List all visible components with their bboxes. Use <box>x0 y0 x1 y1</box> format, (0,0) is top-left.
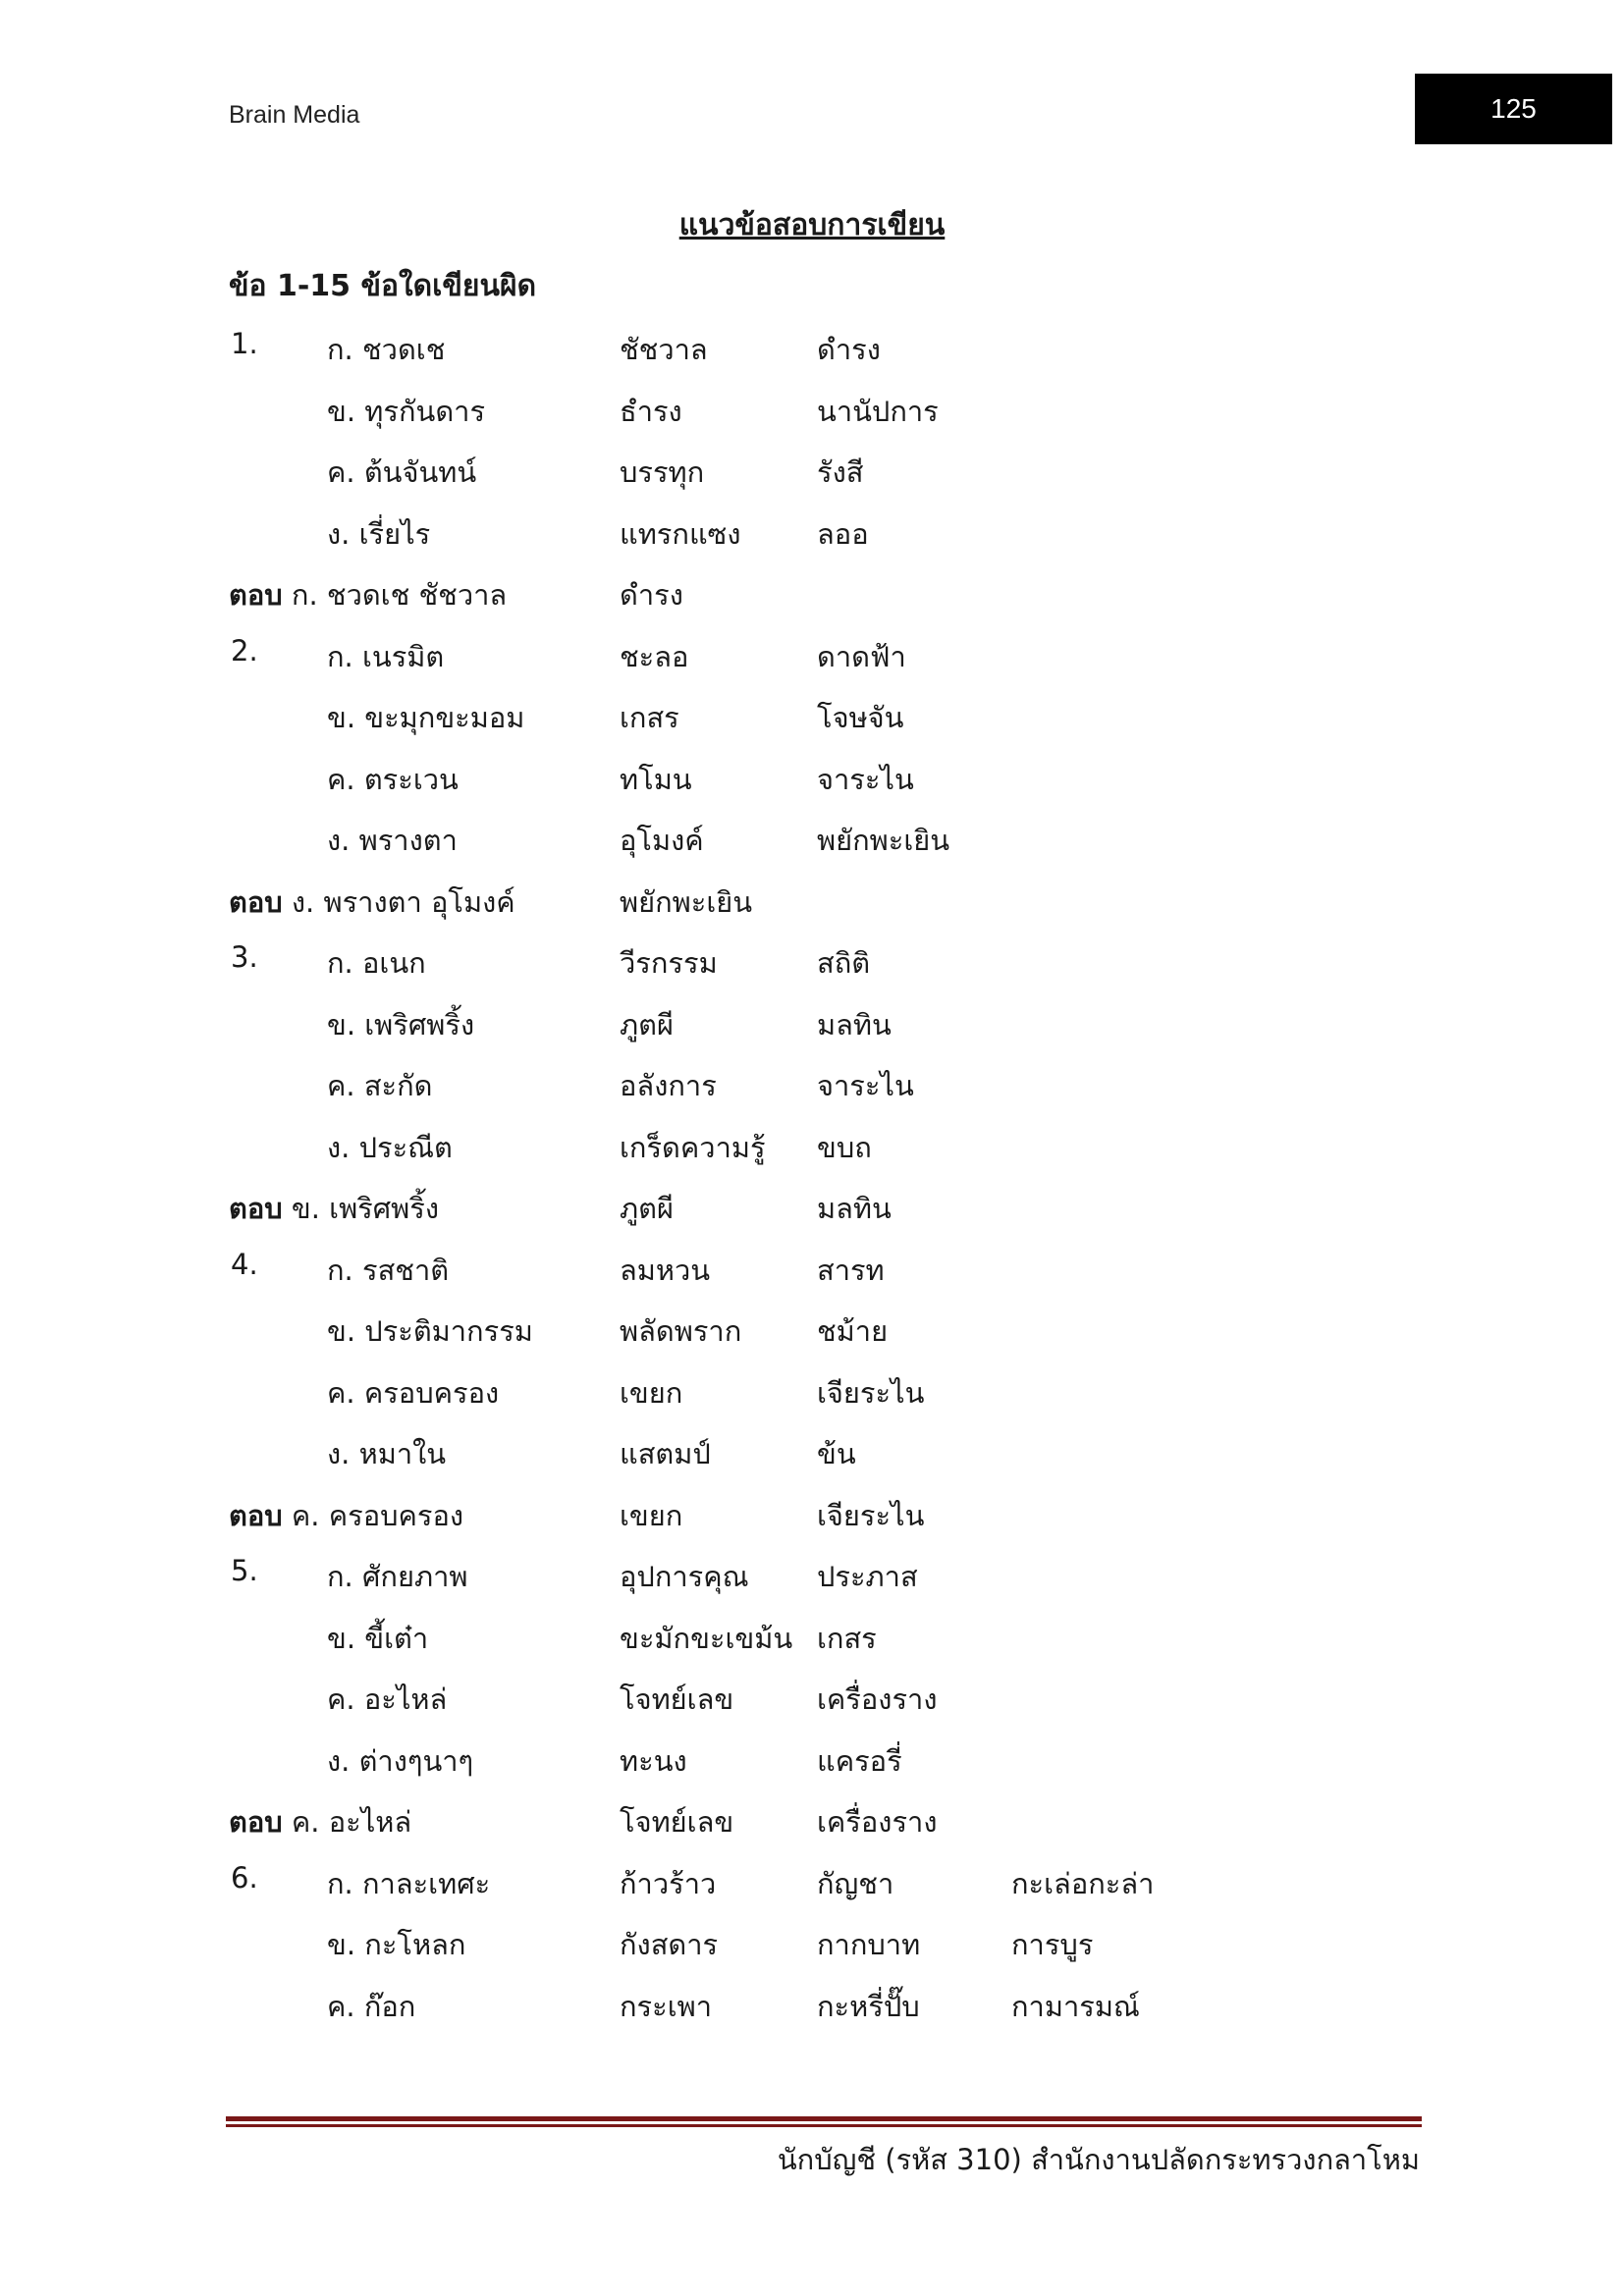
option-word-1: เกสร <box>620 701 679 734</box>
option-choice: ก. ชวดเช <box>327 333 446 366</box>
question-row <box>0 1984 1624 2023</box>
answer-word-1: พยักพะเยิน <box>620 885 753 919</box>
page-number: 125 <box>1490 93 1537 124</box>
question-number: 4. <box>231 1248 258 1281</box>
option-word-1: ทะนง <box>620 1744 687 1778</box>
question-row <box>0 1063 1624 1102</box>
option-word-1: เขยก <box>620 1376 683 1410</box>
option-word-2: เครื่องราง <box>817 1682 938 1716</box>
question-row <box>0 940 1624 980</box>
answer-label: ตอบ <box>229 1499 283 1532</box>
option-word-2: กะหรี่ปั๊บ <box>817 1990 920 2023</box>
option-word-2: ดำรง <box>817 333 881 366</box>
option-word-1: บรรทุก <box>620 455 705 489</box>
question-number: 3. <box>231 940 258 974</box>
answer-word-2: มลทิน <box>817 1192 892 1225</box>
option-choice: ข. ประติมากรรม <box>327 1314 533 1348</box>
answer-row <box>0 1186 1624 1225</box>
option-choice: ข. เพริศพริ้ง <box>327 1008 475 1041</box>
section-heading: ข้อ 1-15 ข้อใดเขียนผิด <box>229 269 537 303</box>
answer-row <box>0 1493 1624 1532</box>
question-row <box>0 1922 1624 1961</box>
option-choice: ข. ทุรกันดาร <box>327 395 486 428</box>
answer-label: ตอบ <box>229 578 283 612</box>
option-word-1: ภูตผี <box>620 1008 674 1041</box>
answer-text <box>229 1799 411 1844</box>
answer-word-2: เจียระไน <box>817 1499 925 1532</box>
question-row <box>0 1370 1624 1410</box>
answer-label: ตอบ <box>229 885 283 919</box>
question-number: 6. <box>231 1861 258 1895</box>
option-word-2: จาระไน <box>817 1069 914 1102</box>
option-word-2: รังสี <box>817 455 864 489</box>
option-word-1: ชะลอ <box>620 640 689 673</box>
answer-row <box>0 572 1624 612</box>
answer-text <box>229 1493 463 1538</box>
option-word-1: ขะมักขะเขม้น <box>620 1622 793 1655</box>
page-number-badge <box>1415 74 1612 144</box>
question-number: 5. <box>231 1554 258 1587</box>
question-row <box>0 450 1624 489</box>
question-row <box>0 1308 1624 1348</box>
option-word-2: แครอรี่ <box>817 1744 902 1778</box>
option-choice: ง. ต่างๆนาๆ <box>327 1744 474 1778</box>
option-word-1: พลัดพราก <box>620 1314 742 1348</box>
option-word-2: จาระไน <box>817 763 914 796</box>
footer-rule-thick <box>226 2116 1422 2121</box>
option-word-1: เกร็ดความรู้ <box>620 1131 766 1164</box>
option-choice: ข. กะโหลก <box>327 1928 466 1961</box>
answer-row <box>0 1799 1624 1839</box>
option-choice: ค. ต้นจันทน์ <box>327 455 477 489</box>
header-brand: Brain Media <box>229 101 360 129</box>
option-word-1: แสตมป์ <box>620 1437 711 1470</box>
option-word-1: ก้าวร้าว <box>620 1867 717 1900</box>
option-word-1: ธำรง <box>620 395 682 428</box>
answer-text <box>229 572 507 617</box>
question-row <box>0 1554 1624 1593</box>
option-word-1: กังสดาร <box>620 1928 719 1961</box>
answer-text <box>229 1186 439 1231</box>
question-row <box>0 818 1624 857</box>
option-choice: ก. ศักยภาพ <box>327 1560 468 1593</box>
answer-text <box>229 880 515 925</box>
option-word-2: โจษจัน <box>817 701 904 734</box>
option-word-1: แทรกแซง <box>620 517 741 551</box>
option-word-1: กระเพา <box>620 1990 713 2023</box>
option-word-3: กะเล่อกะล่า <box>1011 1867 1155 1900</box>
option-word-2: พยักพะเยิน <box>817 824 950 857</box>
option-word-2: เกสร <box>817 1622 877 1655</box>
option-word-2: ขบถ <box>817 1131 872 1164</box>
option-choice: ค. ครอบครอง <box>327 1376 500 1410</box>
question-row <box>0 634 1624 673</box>
option-choice: ง. พรางตา <box>327 824 458 857</box>
question-row <box>0 389 1624 428</box>
question-row <box>0 695 1624 734</box>
option-choice: ค. สะกัด <box>327 1069 433 1102</box>
footer-text: นักบัญชี (รหัส 310) สำนักงานปลัดกระทรวงกลาโหม <box>777 2143 1420 2176</box>
option-word-1: ชัชวาล <box>620 333 708 366</box>
option-word-2: กัญชา <box>817 1867 894 1900</box>
answer-word-1: โจทย์เลข <box>620 1805 734 1839</box>
option-choice: ก. รสชาติ <box>327 1254 450 1287</box>
answer-word-1: ภูตผี <box>620 1192 674 1225</box>
answer-label: ตอบ <box>229 1192 283 1225</box>
answer-choice: ข. เพริศพริ้ง <box>291 1192 440 1225</box>
option-word-2: เจียระไน <box>817 1376 925 1410</box>
answer-word-1: เขยก <box>620 1499 683 1532</box>
question-row <box>0 1738 1624 1778</box>
answer-choice: ก. ชวดเช ชัชวาล <box>291 578 508 612</box>
option-choice: ง. ประณีต <box>327 1131 453 1164</box>
option-word-1: อุโมงค์ <box>620 824 704 857</box>
footer-rule-thin <box>226 2124 1422 2127</box>
option-word-2: มลทิน <box>817 1008 892 1041</box>
question-number: 1. <box>231 327 258 360</box>
answer-choice: ค. อะไหล่ <box>291 1805 412 1839</box>
option-word-1: ลมหวน <box>620 1254 711 1287</box>
question-row <box>0 327 1624 366</box>
answer-choice: ค. ครอบครอง <box>291 1499 464 1532</box>
option-choice: ข. ขี้เต๋า <box>327 1622 429 1655</box>
option-choice: ก. เนรมิต <box>327 640 445 673</box>
option-choice: ค. อะไหล่ <box>327 1682 448 1716</box>
question-number: 2. <box>231 634 258 667</box>
question-row <box>0 1248 1624 1287</box>
option-word-2: ลออ <box>817 517 869 551</box>
option-word-2: ชม้าย <box>817 1314 889 1348</box>
option-choice: ง. หมาใน <box>327 1437 447 1470</box>
option-choice: ข. ขะมุกขะมอม <box>327 701 525 734</box>
option-word-2: นานัปการ <box>817 395 939 428</box>
option-word-2: ข้น <box>817 1437 856 1470</box>
option-choice: ง. เรี่ยไร <box>327 517 431 551</box>
answer-label: ตอบ <box>229 1805 283 1839</box>
option-word-3: กามารมณ์ <box>1011 1990 1140 2023</box>
question-row <box>0 511 1624 551</box>
question-row <box>0 1125 1624 1164</box>
option-word-2: กากบาท <box>817 1928 921 1961</box>
question-row <box>0 1616 1624 1655</box>
option-word-2: ดาดฟ้า <box>817 640 906 673</box>
question-row <box>0 1677 1624 1716</box>
option-choice: ก. กาละเทศะ <box>327 1867 491 1900</box>
option-word-3: การบูร <box>1011 1928 1094 1961</box>
option-choice: ก. อเนก <box>327 946 426 980</box>
answer-word-1: ดำรง <box>620 578 683 612</box>
option-choice: ค. ก๊อก <box>327 1990 416 2023</box>
option-word-2: สารท <box>817 1254 885 1287</box>
option-word-2: ประภาส <box>817 1560 918 1593</box>
question-row <box>0 757 1624 796</box>
option-word-1: วีรกรรม <box>620 946 718 980</box>
document-title: แนวข้อสอบการเขียน <box>678 208 946 242</box>
answer-word-2: เครื่องราง <box>817 1805 938 1839</box>
option-word-1: อุปการคุณ <box>620 1560 749 1593</box>
option-word-2: สถิติ <box>817 946 871 980</box>
option-word-1: อลังการ <box>620 1069 717 1102</box>
question-row <box>0 1861 1624 1900</box>
footer-rule <box>226 2116 1422 2130</box>
option-word-1: โจทย์เลข <box>620 1682 734 1716</box>
option-choice: ค. ตระเวน <box>327 763 459 796</box>
option-word-1: ทโมน <box>620 763 692 796</box>
answer-row <box>0 880 1624 919</box>
question-row <box>0 1431 1624 1470</box>
answer-choice: ง. พรางตา อุโมงค์ <box>291 885 515 919</box>
question-row <box>0 1002 1624 1041</box>
